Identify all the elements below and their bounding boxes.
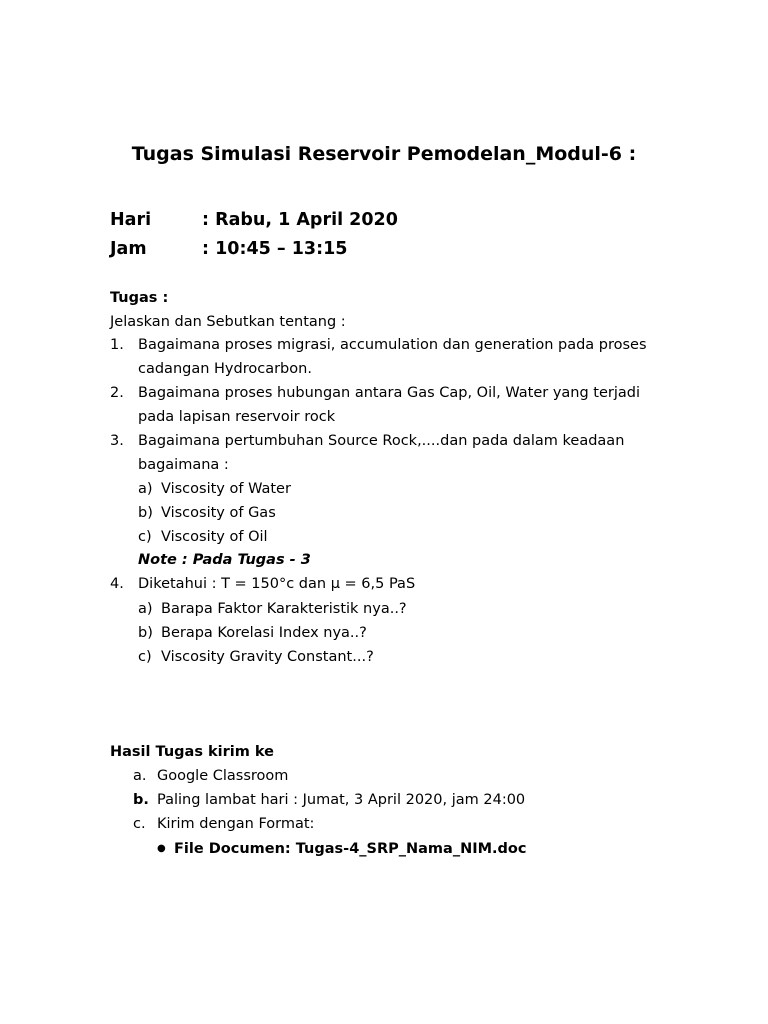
task-item-number: 2.	[110, 385, 124, 401]
sub-item-label: a)	[138, 481, 153, 497]
task-item-number: 3.	[110, 433, 124, 449]
task-item-line: pada lapisan reservoir rock	[138, 409, 336, 425]
day-label: Hari	[110, 210, 152, 230]
task-item-line: Diketahui : T = 150°c dan µ = 6,5 PaS	[138, 576, 416, 592]
day-row	[110, 208, 398, 232]
task-heading: Tugas :	[110, 290, 169, 306]
results-item-text: Google Classroom	[157, 768, 289, 784]
task-item-line: Bagaimana pertumbuhan Source Rock,....dan pada dalam keadaan	[138, 433, 625, 449]
task-item-line: Bagaimana proses migrasi, accumulation dan generation pada proses	[138, 337, 647, 353]
task-intro: Jelaskan dan Sebutkan tentang :	[110, 314, 346, 330]
task-item-line: bagaimana :	[138, 457, 229, 473]
bullet-dot-icon: ●	[157, 843, 166, 854]
sub-item-text: Barapa Faktor Karakteristik nya..?	[161, 601, 407, 617]
sub-item-text: Viscosity of Water	[161, 481, 291, 497]
time-value: : 10:45 – 13:15	[202, 239, 348, 259]
sub-item-label: b)	[138, 625, 153, 641]
results-item-label: b.	[133, 792, 149, 808]
time-row	[110, 237, 347, 261]
results-item-text: Kirim dengan Format:	[157, 816, 315, 832]
results-item-text: Paling lambat hari : Jumat, 3 April 2020, jam 24:00	[157, 792, 526, 808]
task-note: Note : Pada Tugas - 3	[138, 552, 311, 568]
sub-item-label: c)	[138, 649, 152, 665]
task-item-line: cadangan Hydrocarbon.	[138, 361, 312, 377]
time-label: Jam	[110, 239, 147, 259]
sub-item-label: a)	[138, 601, 153, 617]
results-item-label: a.	[133, 768, 147, 784]
task-item-line: Bagaimana proses hubungan antara Gas Cap, Oil, Water yang terjadi	[138, 385, 641, 401]
file-format-text: File Documen: Tugas-4_SRP_Nama_NIM.doc	[174, 841, 527, 857]
day-value: : Rabu, 1 April 2020	[202, 210, 398, 230]
sub-item-text: Viscosity of Gas	[161, 505, 276, 521]
sub-item-label: c)	[138, 529, 152, 545]
task-item-number: 4.	[110, 576, 124, 592]
sub-item-text: Viscosity of Oil	[161, 529, 268, 545]
results-heading: Hasil Tugas kirim ke	[110, 744, 274, 760]
task-item-number: 1.	[110, 337, 124, 353]
results-item-label: c.	[133, 816, 146, 832]
page-title: Tugas Simulasi Reservoir Pemodelan_Modul-6 :	[131, 143, 637, 165]
sub-item-text: Viscosity Gravity Constant...?	[161, 649, 374, 665]
sub-item-label: b)	[138, 505, 153, 521]
sub-item-text: Berapa Korelasi Index nya..?	[161, 625, 367, 641]
